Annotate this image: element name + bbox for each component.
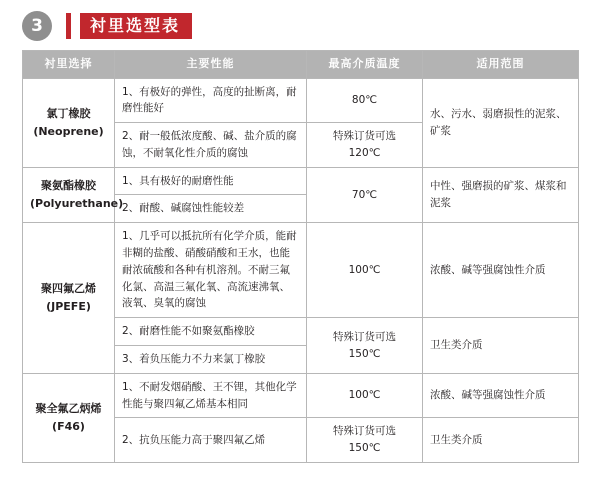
page-header: [0, 0, 600, 42]
page-title-label: 衬里选型表: [80, 13, 192, 40]
table-container: [0, 42, 600, 463]
temperature-cell: 100℃: [307, 223, 423, 318]
table-row: [23, 78, 579, 123]
scope-cell: 浓酸、碱等强腐蚀性介质: [423, 373, 579, 418]
lining-name-line2: (JPEFE): [46, 300, 91, 314]
lining-name-line1: 聚全氟乙炳烯: [35, 402, 102, 416]
column-header-performance: 主要性能: [115, 51, 307, 79]
table-row: [23, 167, 579, 195]
section-number-badge: 3: [22, 11, 52, 41]
lining-name-line1: 氯丁橡胶: [46, 107, 91, 120]
performance-cell: 1、有极好的弹性，高度的扯断离，耐磨性能好: [115, 78, 307, 123]
table-row: [23, 373, 579, 418]
temperature-cell: [307, 318, 423, 374]
table-row: [23, 223, 579, 318]
lining-name-line2: (Polyurethane): [30, 196, 124, 210]
performance-cell: 3、着负压能力不力来氯丁橡胶: [115, 346, 307, 374]
table-header-row: [23, 51, 579, 79]
temperature-cell: [307, 418, 423, 463]
lining-name-line1: 聚四氟乙烯: [41, 282, 96, 296]
title-accent-bar: [66, 13, 71, 39]
temperature-note: 特殊订货可选: [333, 425, 396, 438]
column-header-scope: 适用范围: [423, 51, 579, 79]
lining-name-cell: [23, 373, 115, 462]
table-body: [23, 78, 579, 463]
lining-name-cell: [23, 223, 115, 374]
lining-name-cell: [23, 167, 124, 223]
performance-cell: 1、具有极好的耐磨性能: [115, 167, 307, 195]
scope-cell: 浓酸、碱等强腐蚀性介质: [423, 223, 579, 318]
temperature-value: 150℃: [348, 442, 381, 455]
scope-cell: 水、污水、弱磨损性的泥浆、矿浆: [423, 78, 579, 167]
column-header-lining: 衬里选择: [23, 51, 115, 79]
page-title: [66, 13, 192, 40]
performance-cell: 2、耐酸、碱腐蚀性能较差: [115, 195, 307, 223]
lining-name-line2: (Neoprene): [33, 124, 104, 138]
lining-selection-table: [22, 50, 579, 463]
temperature-cell: 70℃: [307, 167, 423, 223]
temperature-value: 120℃: [348, 146, 381, 159]
temperature-note: 特殊订货可选: [333, 330, 396, 343]
scope-cell: 卫生类介质: [423, 318, 579, 374]
lining-name-line2: (F46): [52, 419, 85, 433]
table-header: [23, 51, 579, 79]
temperature-value: 150℃: [348, 347, 381, 360]
performance-cell: 2、耐一般低浓度酸、碱、盐介质的腐蚀，不耐氧化性介质的腐蚀: [115, 123, 307, 168]
performance-cell: 1、不耐发烟硝酸、王不锂，其他化学性能与聚四氟乙烯基本相同: [115, 373, 307, 418]
temperature-cell: 100℃: [307, 373, 423, 418]
lining-name-cell: [23, 78, 115, 167]
scope-cell: 卫生类介质: [423, 418, 579, 463]
performance-cell: 2、抗负压能力高于聚四氟乙烯: [115, 418, 307, 463]
temperature-note: 特殊订货可选: [333, 130, 396, 143]
temperature-cell: 80℃: [307, 78, 423, 123]
lining-name-line1: 聚氨酯橡胶: [41, 179, 96, 193]
temperature-cell: [307, 123, 423, 168]
column-header-max-temperature: 最高介质温度: [307, 51, 423, 79]
performance-cell: 2、耐磨性能不如聚氨酯橡胶: [115, 318, 307, 346]
scope-cell: 中性、强磨损的矿浆、煤浆和泥浆: [423, 167, 579, 223]
performance-cell: 1、几乎可以抵抗所有化学介质，能耐非糊的盐酸、硝酸硝酸和王水，也能耐浓硫酸和各种有机溶剂。不耐三氟化氯、高温三氟化氧、高流速沸氧、液氧、臭氧的腐蚀: [115, 223, 307, 318]
